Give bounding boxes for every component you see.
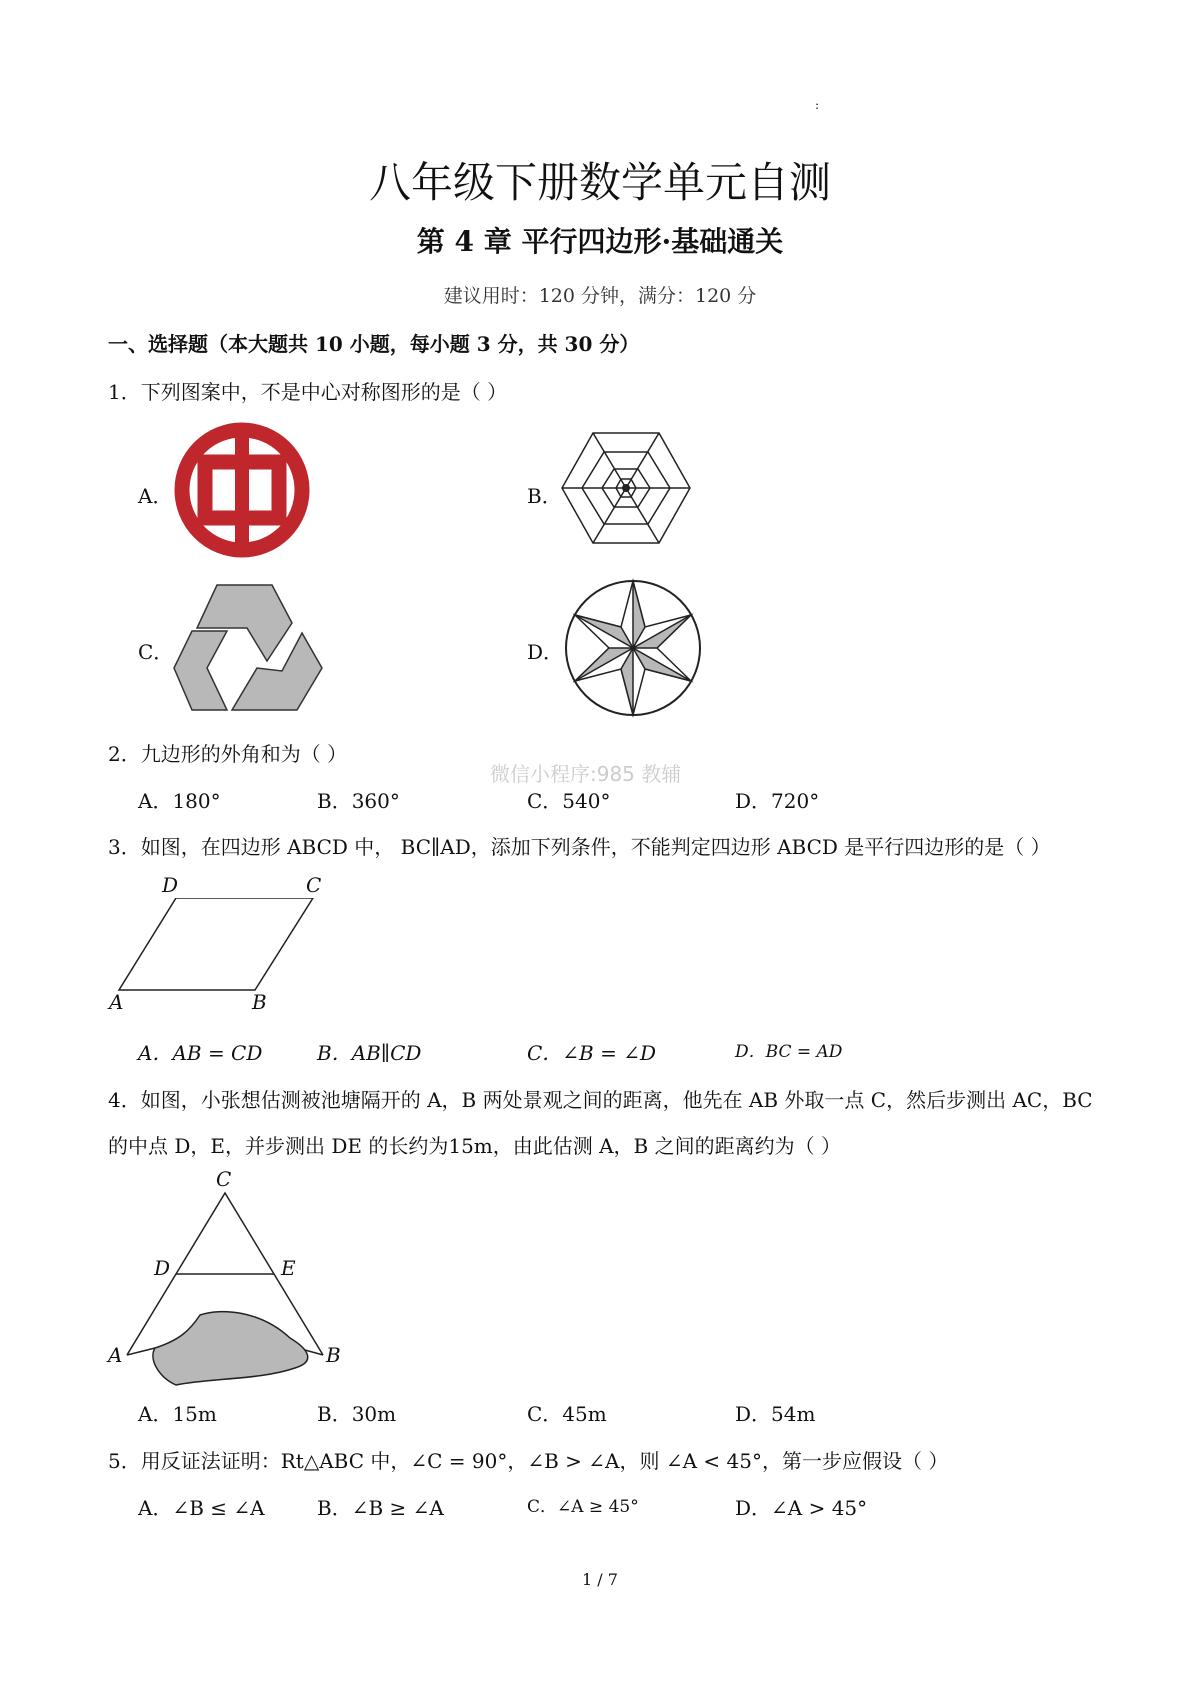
exam-info: 建议用时：120 分钟，满分：120 分 xyxy=(443,285,757,307)
q3-option-b: B．AB∥CD xyxy=(317,1041,422,1065)
q4-option-c: C．45m xyxy=(527,1402,607,1426)
vertex-e: E xyxy=(281,1256,296,1280)
option-label-b: B． xyxy=(527,484,562,508)
star-circle-figure xyxy=(563,578,703,718)
vertex-d: D xyxy=(162,873,179,897)
page-title: 八年级下册数学单元自测 xyxy=(368,158,831,207)
question-5: 5．用反证法证明：Rt△ABC 中，∠C = 90°，∠B > ∠A，则 ∠A < 45°，第一步应假设（ ） xyxy=(108,1449,949,1473)
q2-option-c: C．540° xyxy=(527,789,611,813)
question-1: 1．下列图案中，不是中心对称图形的是（ ） xyxy=(108,380,508,404)
vertex-a: A xyxy=(108,1343,123,1367)
question-3: 3．如图，在四边形 ABCD 中， BC∥AD，添加下列条件，不能判定四边形 ABCD 是平行四边形的是（ ） xyxy=(108,835,1051,859)
q4-option-d: D．54m xyxy=(735,1402,816,1426)
q3-option-a: A．AB = CD xyxy=(138,1041,263,1065)
q2-option-b: B．360° xyxy=(317,789,400,813)
q3-option-c: C．∠B = ∠D xyxy=(527,1041,657,1065)
vertex-c: C xyxy=(216,1167,232,1191)
recycle-arrows-figure xyxy=(172,583,324,713)
hexagon-web-figure xyxy=(560,430,692,546)
bank-logo-figure xyxy=(172,420,312,560)
page-number: 1 / 7 xyxy=(582,1570,618,1589)
vertex-d: D xyxy=(154,1256,171,1280)
q5-option-a: A．∠B ≤ ∠A xyxy=(138,1496,265,1520)
q4-option-b: B．30m xyxy=(317,1402,397,1426)
watermark: 微信小程序:985 教辅 xyxy=(490,762,682,786)
q5-option-b: B．∠B ≥ ∠A xyxy=(317,1496,444,1520)
question-4-line2: 的中点 D，E，并步测出 DE 的长约为15m，由此估测 A，B 之间的距离约为（ ） xyxy=(108,1134,841,1158)
section-heading: 一、选择题（本大题共 10 小题，每小题 3 分，共 30 分） xyxy=(108,332,640,356)
q5-option-d: D．∠A > 45° xyxy=(735,1496,868,1520)
q3-option-d: D．BC = AD xyxy=(735,1042,843,1062)
question-2: 2．九边形的外角和为（ ） xyxy=(108,742,348,766)
parallelogram-figure xyxy=(110,898,320,993)
vertex-c: C xyxy=(306,873,322,897)
q2-option-d: D．720° xyxy=(735,789,820,813)
q4-option-a: A．15m xyxy=(138,1402,217,1426)
vertex-b: B xyxy=(326,1343,341,1367)
q2-option-a: A．180° xyxy=(138,789,221,813)
mark: : xyxy=(815,98,820,112)
option-label-c: C． xyxy=(138,640,174,664)
vertex-b: B xyxy=(252,990,267,1014)
option-label-a: A． xyxy=(138,484,173,508)
pond-triangle-figure xyxy=(120,1190,330,1390)
question-4-line1: 4．如图，小张想估测被池塘隔开的 A，B 两处景观之间的距离，他先在 AB 外取一点 C，然后步测出 AC，BC xyxy=(108,1088,1093,1112)
subtitle: 第 4 章 平行四边形·基础通关 xyxy=(416,225,784,258)
vertex-a: A xyxy=(109,990,124,1014)
option-label-d: D． xyxy=(527,640,564,664)
q5-option-c: C．∠A ≥ 45° xyxy=(527,1497,639,1517)
